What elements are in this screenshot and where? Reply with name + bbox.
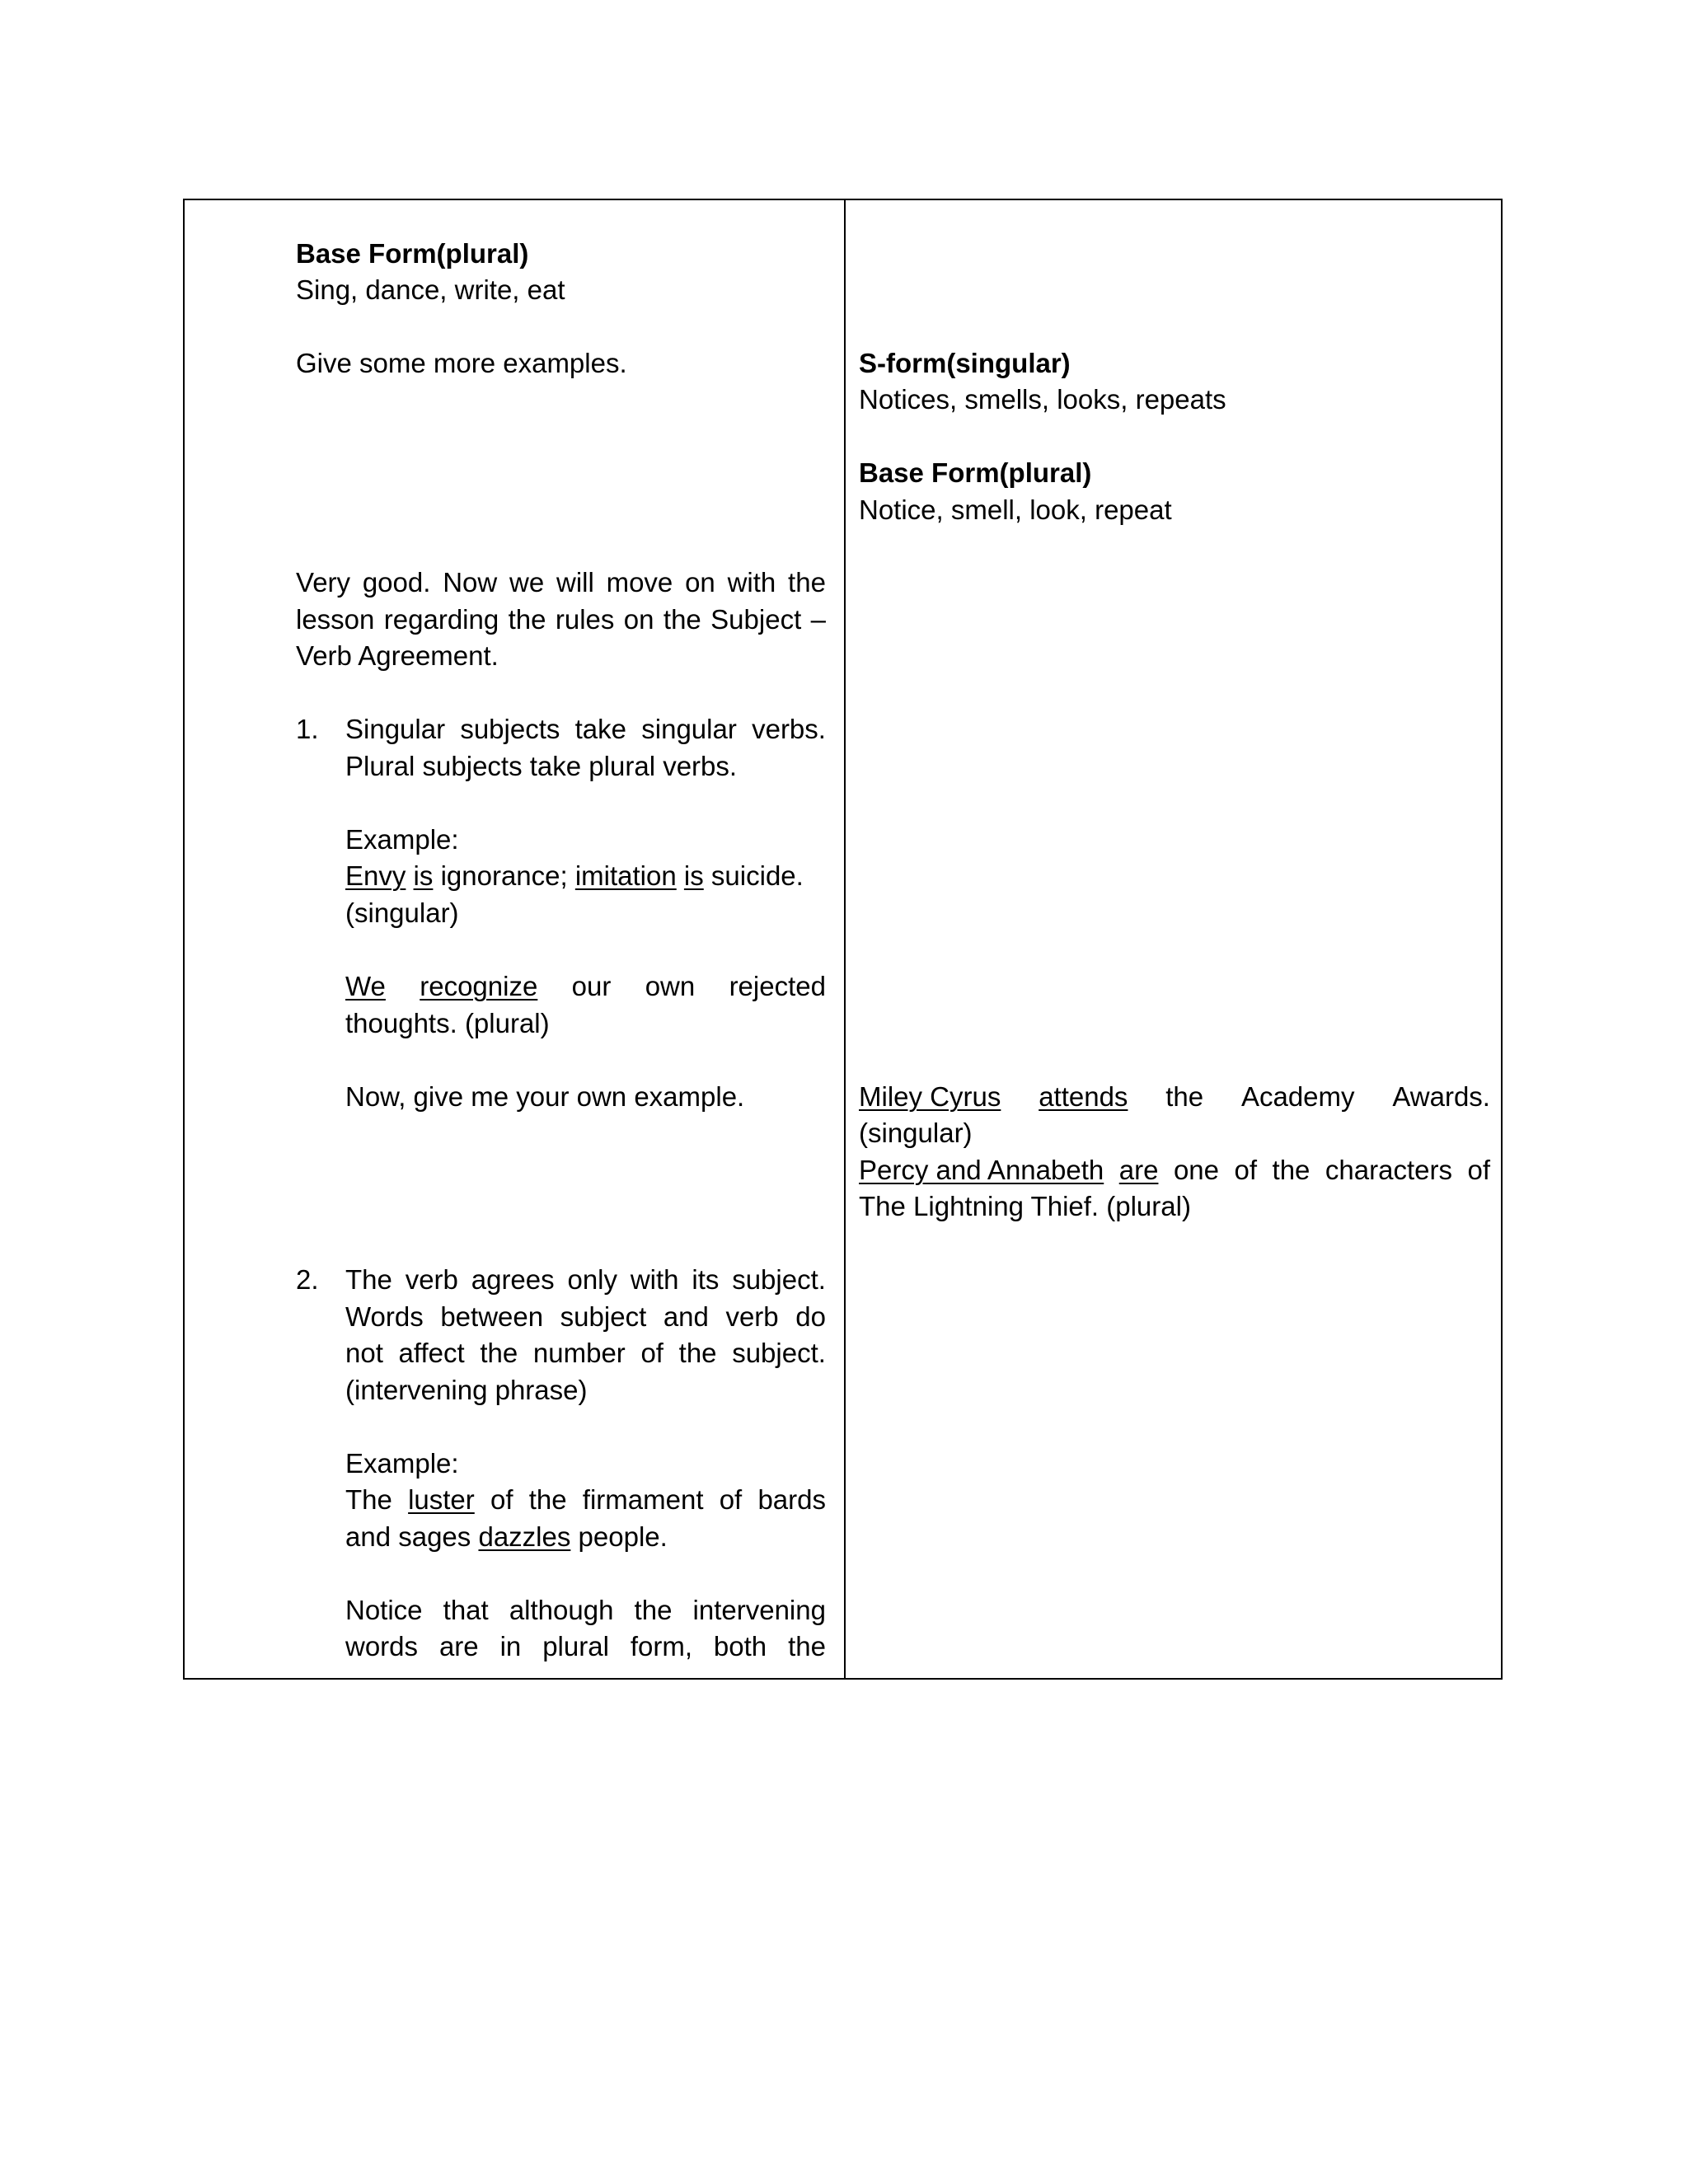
base-form-examples: Sing, dance, write, eat xyxy=(296,274,565,305)
right-base-form-heading: Base Form(plural) xyxy=(859,457,1092,488)
right-base-form-examples: Notice, smell, look, repeat xyxy=(859,494,1172,525)
rule-1-number: 1. xyxy=(296,714,319,744)
more-examples-prompt: Give some more examples. xyxy=(296,348,627,378)
transition-line-3: Verb Agreement. xyxy=(296,640,499,671)
rule-2-notice-line-2: words are in plural form, both the xyxy=(345,1631,826,1661)
answer-1-line-2: (singular) xyxy=(859,1118,973,1148)
rule-1-line-1: Singular subjects take singular verbs. xyxy=(345,714,826,744)
rule-2-number: 2. xyxy=(296,1264,319,1295)
rule-1-line-2: Plural subjects take plural verbs. xyxy=(345,751,738,781)
rule-2-example-line-1: The luster of the firmament of bards xyxy=(345,1484,826,1515)
rule-1-example-1: Envy is ignorance; imitation is suicide. xyxy=(345,860,804,891)
student-column xyxy=(846,200,1503,1678)
sform-examples: Notices, smells, looks, repeats xyxy=(859,384,1226,415)
transition-line-1: Very good. Now we will move on with the xyxy=(296,567,826,598)
base-form-heading: Base Form(plural) xyxy=(296,238,529,269)
rule-1-example-2: We recognize our own rejected xyxy=(345,971,826,1001)
teacher-column xyxy=(185,200,844,1678)
answer-1-line-1: Miley Cyrus attends the Academy Awards. xyxy=(859,1081,1490,1112)
rule-1-example-1-label: (singular) xyxy=(345,898,459,928)
rule-2-example-label: Example: xyxy=(345,1448,459,1479)
lesson-table xyxy=(183,199,1503,1680)
rule-1-example-label: Example: xyxy=(345,824,459,855)
rule-2-line-1: The verb agrees only with its subject. xyxy=(345,1264,826,1295)
rule-2-example-line-2: and sages dazzles people. xyxy=(345,1521,668,1552)
rule-1-prompt: Now, give me your own example. xyxy=(345,1081,745,1112)
rule-2-line-3: not affect the number of the subject. xyxy=(345,1338,826,1368)
rule-2-line-2: Words between subject and verb do xyxy=(345,1301,826,1332)
rule-2-notice-line-1: Notice that although the intervening xyxy=(345,1595,826,1625)
answer-2-line-1: Percy and Annabeth are one of the characters of xyxy=(859,1155,1490,1185)
rule-2-line-4: (intervening phrase) xyxy=(345,1375,588,1405)
sform-heading: S-form(singular) xyxy=(859,348,1071,378)
transition-line-2: lesson regarding the rules on the Subject – xyxy=(296,604,826,635)
answer-2-line-2: The Lightning Thief. (plural) xyxy=(859,1191,1191,1221)
rule-1-example-2-line-2: thoughts. (plural) xyxy=(345,1008,550,1038)
